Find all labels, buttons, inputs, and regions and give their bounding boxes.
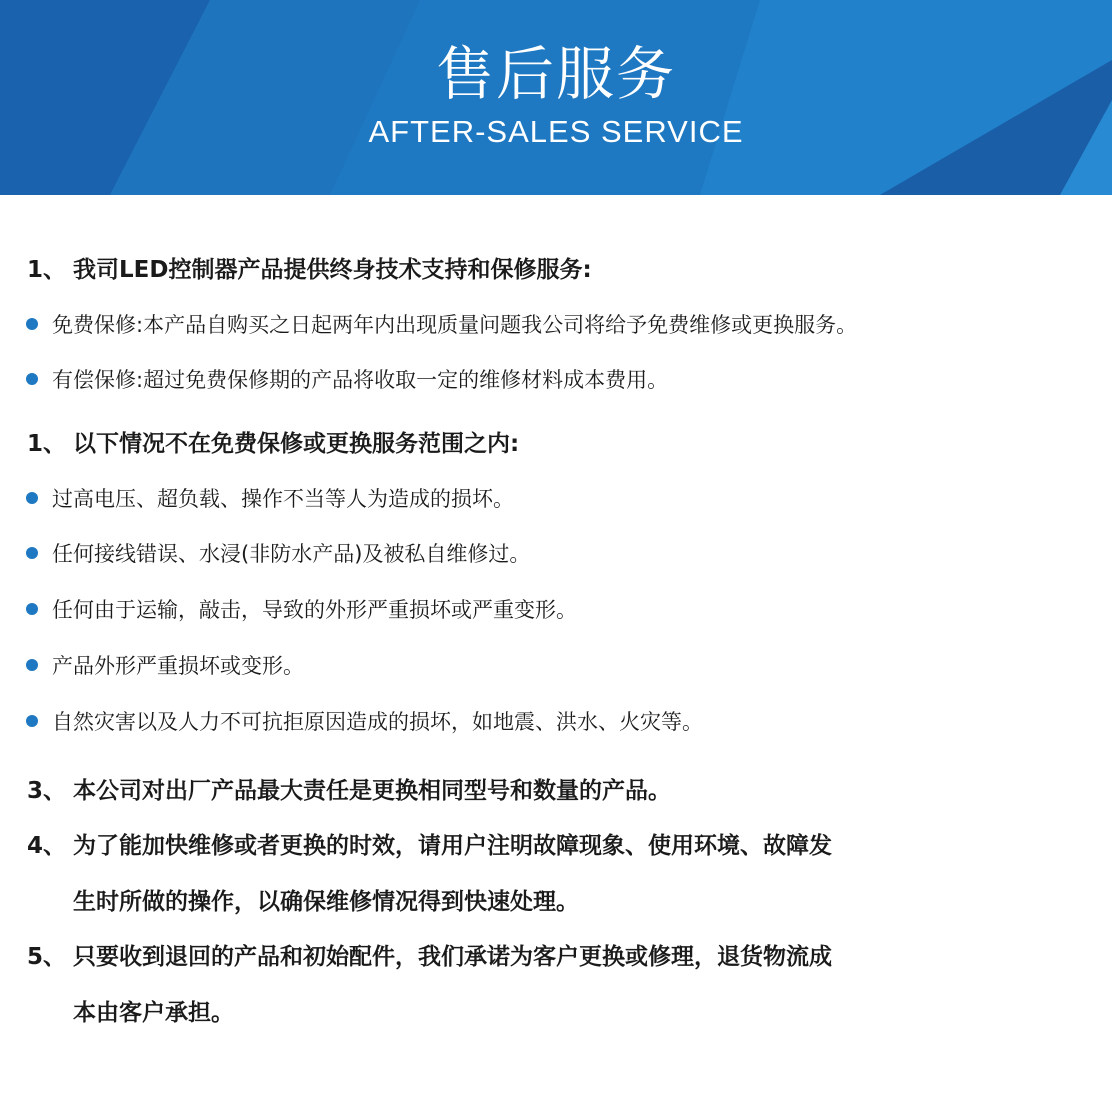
list-item-text: 自然灾害以及人力不可抗拒原因造成的损坏，如地震、洪水、火灾等。 xyxy=(52,710,703,734)
item-text-continuation: 生时所做的操作，以确保维修情况得到快速处理。 xyxy=(73,889,579,915)
list-item-text: 任何接线错误、水浸(非防水产品)及被私自维修过。 xyxy=(52,542,531,566)
bullet-dot-icon xyxy=(26,547,38,559)
list-item-text: 过高电压、超负载、操作不当等人为造成的损坏。 xyxy=(52,487,514,511)
list-item-text: 免费保修:本产品自购买之日起两年内出现质量问题我公司将给予免费维修或更换服务。 xyxy=(52,313,858,337)
section-heading xyxy=(27,416,1097,472)
bullet-dot-icon xyxy=(26,715,38,727)
list-item xyxy=(26,590,1106,630)
list-item xyxy=(26,646,1106,686)
list-item-text: 有偿保修:超过免费保修期的产品将收取一定的维修材料成本费用。 xyxy=(52,368,669,392)
bullet-dot-icon xyxy=(26,492,38,504)
list-item xyxy=(26,479,1106,519)
section-heading-text: 我司LED控制器产品提供终身技术支持和保修服务: xyxy=(73,257,592,283)
list-item-text: 产品外形严重损坏或变形。 xyxy=(52,654,304,678)
list-item xyxy=(26,305,1106,345)
item-text: 本公司对出厂产品最大责任是更换相同型号和数量的产品。 xyxy=(73,778,671,804)
section-number: 1、 xyxy=(27,431,67,457)
item-text: 只要收到退回的产品和初始配件，我们承诺为客户更换或修理，退货物流成 xyxy=(73,944,832,970)
numbered-item xyxy=(27,763,1097,819)
numbered-item xyxy=(27,818,1097,930)
section-heading xyxy=(27,242,1097,298)
list-item-text: 任何由于运输，敲击，导致的外形严重损坏或严重变形。 xyxy=(52,598,577,622)
list-item xyxy=(26,360,1106,400)
item-text-continuation: 本由客户承担。 xyxy=(73,1000,234,1026)
item-number: 5、 xyxy=(27,944,67,970)
section-heading-text: 以下情况不在免费保修或更换服务范围之内: xyxy=(73,431,520,457)
item-number: 4、 xyxy=(27,833,67,859)
bullet-dot-icon xyxy=(26,373,38,385)
item-text: 为了能加快维修或者更换的时效，请用户注明故障现象、使用环境、故障发 xyxy=(73,833,832,859)
bullet-dot-icon xyxy=(26,318,38,330)
item-number: 3、 xyxy=(27,778,67,804)
bullet-dot-icon xyxy=(26,603,38,615)
list-item xyxy=(26,534,1106,574)
page-title: 售后服务 xyxy=(435,40,676,108)
list-item xyxy=(26,702,1106,742)
page-subtitle: AFTER-SALES SERVICE xyxy=(368,114,744,149)
section-number: 1、 xyxy=(27,257,67,283)
numbered-item xyxy=(27,929,1097,1041)
bullet-dot-icon xyxy=(26,659,38,671)
